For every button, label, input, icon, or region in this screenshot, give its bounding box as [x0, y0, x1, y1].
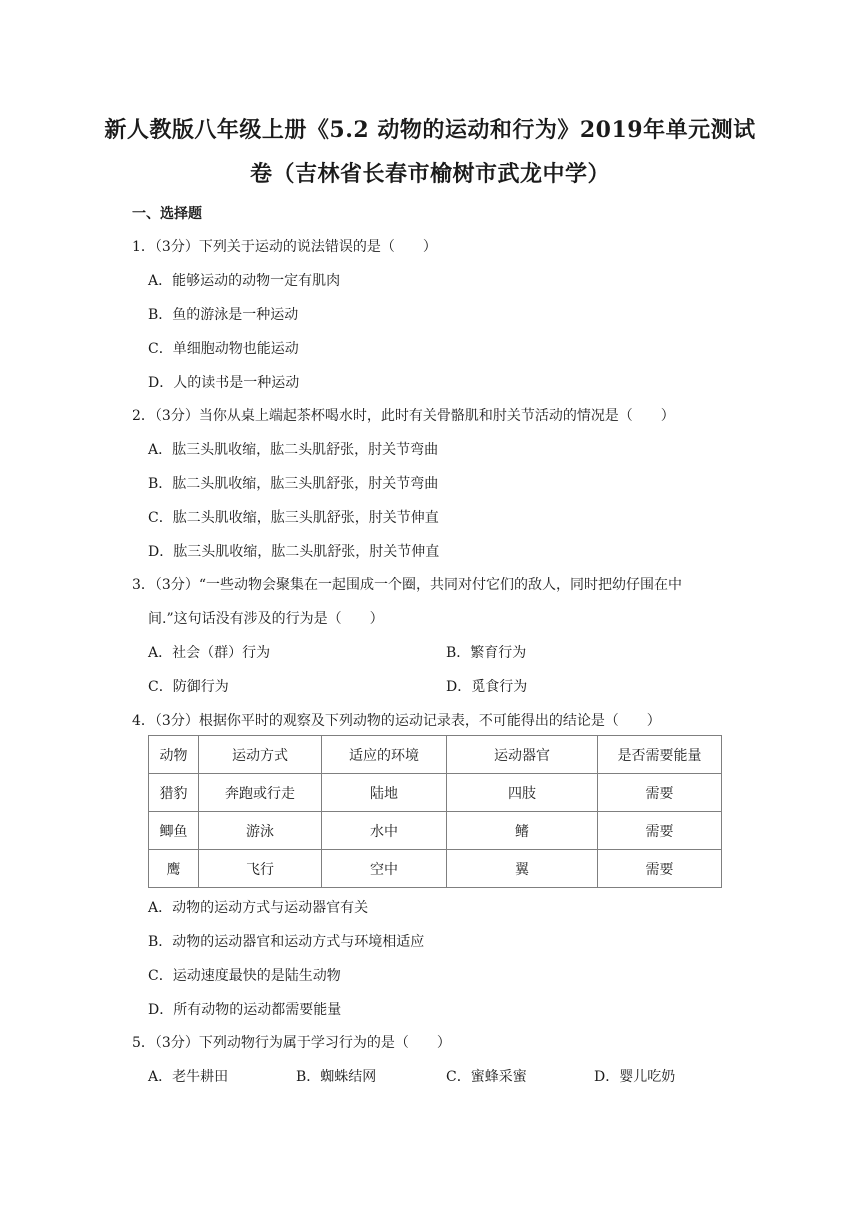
table-cell: 鹰: [149, 850, 199, 888]
table-cell: 四肢: [447, 774, 598, 812]
question-5-stem: 5．（3分）下列动物行为属于学习行为的是（ ）: [132, 1035, 451, 1051]
question-2-stem: 2．（3分）当你从桌上端起茶杯喝水时，此时有关骨骼肌和肘关节活动的情况是（ ）: [132, 408, 675, 424]
table-header-cell: 运动器官: [447, 736, 598, 774]
table-cell: 需要: [598, 850, 722, 888]
question-5-option-d: D．婴儿吃奶: [594, 1069, 676, 1085]
question-3-stem-line2: 间.”这句话没有涉及的行为是（ ）: [148, 611, 384, 627]
question-2-option-c: C．肱二头肌收缩，肱三头肌舒张，肘关节伸直: [148, 510, 439, 526]
question-1-stem: 1．（3分）下列关于运动的说法错误的是（ ）: [132, 239, 437, 255]
question-4-option-d: D．所有动物的运动都需要能量: [148, 1002, 342, 1018]
question-2-option-a: A．肱三头肌收缩，肱二头肌舒张，肘关节弯曲: [148, 442, 439, 458]
table-header-cell: 适应的环境: [322, 736, 447, 774]
table-cell: 奔跑或行走: [199, 774, 322, 812]
section-heading: 一、选择题: [132, 206, 202, 222]
animal-movement-table: [148, 735, 722, 888]
table-cell: 需要: [598, 812, 722, 850]
table-cell: 鳍: [447, 812, 598, 850]
table-header-cell: 是否需要能量: [598, 736, 722, 774]
question-1-option-a: A．能够运动的动物一定有肌肉: [148, 273, 341, 289]
table-header-row: [149, 736, 722, 774]
table-cell: 飞行: [199, 850, 322, 888]
question-5-option-c: C．蜜蜂采蜜: [446, 1069, 527, 1085]
exam-title-line2: 卷（吉林省长春市榆树市武龙中学）: [249, 161, 610, 187]
table-row: [149, 774, 722, 812]
question-3-option-b: B．繁育行为: [446, 645, 527, 661]
table-cell: 需要: [598, 774, 722, 812]
table-row: [149, 812, 722, 850]
question-1-option-b: B．鱼的游泳是一种运动: [148, 307, 299, 323]
exam-title-line1: 新人教版八年级上册《5.2 动物的运动和行为》2019年单元测试: [104, 117, 756, 143]
table-header-cell: 运动方式: [199, 736, 322, 774]
question-4-option-c: C．运动速度最快的是陆生动物: [148, 968, 341, 984]
question-4-option-b: B．动物的运动器官和运动方式与环境相适应: [148, 934, 425, 950]
table-cell: 猎豹: [149, 774, 199, 812]
question-4-stem: 4．（3分）根据你平时的观察及下列动物的运动记录表，不可能得出的结论是（ ）: [132, 713, 661, 729]
question-2-option-d: D．肱三头肌收缩，肱二头肌舒张，肘关节伸直: [148, 544, 440, 560]
question-3-option-d: D．觅食行为: [446, 679, 528, 695]
question-5-option-b: B．蜘蛛结网: [296, 1069, 377, 1085]
table-cell: 空中: [322, 850, 447, 888]
table-cell: 游泳: [199, 812, 322, 850]
table-cell: 陆地: [322, 774, 447, 812]
table-cell: 鲫鱼: [149, 812, 199, 850]
table-cell: 水中: [322, 812, 447, 850]
question-1-option-c: C．单细胞动物也能运动: [148, 341, 299, 357]
question-5-option-a: A．老牛耕田: [148, 1069, 229, 1085]
question-3-option-a: A．社会（群）行为: [148, 645, 271, 661]
question-3-stem-line1: 3．（3分）“一些动物会聚集在一起围成一个圈，共同对付它们的敌人，同时把幼仔围在中: [132, 577, 682, 593]
question-2-option-b: B．肱二头肌收缩，肱三头肌舒张，肘关节弯曲: [148, 476, 439, 492]
table-row: [149, 850, 722, 888]
table-header-cell: 动物: [149, 736, 199, 774]
table-cell: 翼: [447, 850, 598, 888]
question-3-option-c: C．防御行为: [148, 679, 229, 695]
question-4-option-a: A．动物的运动方式与运动器官有关: [148, 900, 369, 916]
question-1-option-d: D．人的读书是一种运动: [148, 375, 300, 391]
